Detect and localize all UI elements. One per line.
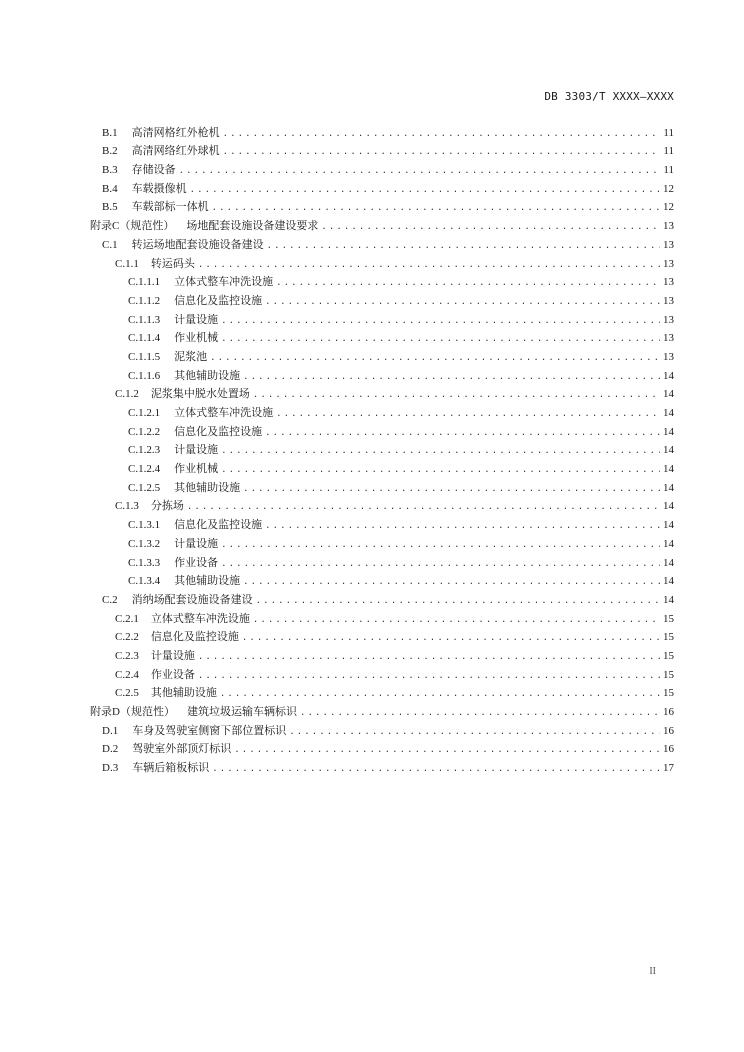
toc-entry-page: 13 [663,313,674,326]
toc-dot-leader [243,482,660,496]
toc-entry-number: C.2.5 [115,687,139,700]
toc-entry-number: B.1 [102,126,118,139]
toc-dot-leader [221,332,660,346]
toc-entry-number: C.1.2.2 [128,425,161,438]
toc-entry-page: 14 [663,369,674,382]
toc-entry-number: B.2 [102,145,118,158]
toc-entry[interactable] [90,215,674,234]
toc-entry[interactable] [90,309,674,328]
toc-entry[interactable] [90,608,674,627]
toc-dot-leader [221,444,660,458]
toc-dot-leader [321,220,660,234]
toc-entry-page: 16 [663,724,674,737]
toc-entry[interactable] [90,272,674,291]
toc-entry[interactable] [90,664,674,683]
toc-entry-title: 转运码头 [150,256,195,270]
toc-entry-title: 其他辅助设施 [174,368,241,382]
toc-entry-title: 泥浆集中脱水处置场 [150,387,250,401]
toc-entry-page: 13 [663,276,674,289]
toc-entry-title: 作业机械 [174,331,219,345]
toc-entry[interactable] [90,701,674,720]
toc-entry-title: 场地配套设施设备建设要求 [186,219,319,233]
toc-entry[interactable] [90,627,674,646]
toc-dot-leader [190,183,660,197]
toc-dot-leader [198,258,660,272]
toc-entry-page: 14 [663,463,674,476]
toc-entry-number: 附录C（规范性） [90,220,175,233]
toc-entry[interactable] [90,440,674,459]
toc-entry[interactable] [90,496,674,515]
toc-entry-number: C.1.2.1 [128,407,161,419]
toc-entry-title: 高清网络红外球机 [131,144,220,158]
toc-entry-title: 计量设施 [174,536,219,550]
toc-dot-leader [198,669,660,683]
toc-entry-page: 16 [663,706,674,718]
toc-entry-page: 14 [663,556,674,569]
toc-dot-leader [253,613,660,627]
toc-dot-leader [187,500,660,514]
toc-entry[interactable] [90,197,674,216]
toc-entry-title: 分拣场 [150,499,184,513]
toc-entry-number: C.1.1.1 [128,276,161,289]
toc-entry-title: 计量设施 [174,312,219,326]
toc-entry-page: 13 [663,220,674,233]
toc-entry-page: 16 [663,743,674,756]
toc-dot-leader [256,594,660,608]
toc-dot-leader [243,575,660,589]
toc-dot-leader [289,725,660,739]
toc-entry-page: 14 [663,537,674,550]
toc-entry[interactable] [90,141,674,160]
toc-dot-leader [220,687,660,701]
toc-entry-number: C.1.1 [115,257,139,270]
toc-entry-title: 存储设备 [131,163,176,177]
toc-entry[interactable] [90,402,674,421]
toc-entry[interactable] [90,552,674,571]
toc-entry-page: 11 [663,145,674,158]
toc-entry[interactable] [90,290,674,309]
toc-entry-title: 作业设备 [150,667,195,681]
toc-dot-leader [221,314,660,328]
toc-entry[interactable] [90,720,674,739]
toc-entry-page: 14 [663,519,674,532]
toc-entry-number: C.1.2.3 [128,444,161,457]
toc-entry-title: 转运场地配套设施设备建设 [131,237,264,251]
toc-entry[interactable] [90,122,674,141]
toc-entry[interactable] [90,533,674,552]
toc-entry-page: 14 [663,575,674,588]
toc-entry-title: 车载摄像机 [131,181,187,195]
toc-dot-leader [243,370,660,384]
toc-entry-page: 13 [663,294,674,307]
toc-entry-title: 信息化及监控设施 [174,424,263,438]
toc-entry-title: 其他辅助设施 [174,480,241,494]
toc-entry-page: 14 [663,425,674,438]
toc-entry-page: 14 [663,388,674,401]
toc-entry-title: 信息化及监控设施 [150,630,239,644]
toc-entry-number: C.1.1.2 [128,294,161,307]
toc-entry-number: B.3 [102,164,118,177]
toc-entry[interactable] [90,571,674,590]
toc-dot-leader [242,631,660,645]
toc-entry-number: C.2.1 [115,612,139,625]
toc-entry-page: 13 [663,238,674,251]
toc-dot-leader [221,463,660,477]
toc-entry[interactable] [90,253,674,272]
toc-dot-leader [276,407,660,421]
toc-entry-title: 驾驶室外部顶灯标识 [132,742,232,756]
toc-entry[interactable] [90,365,674,384]
toc-entry-page: 14 [663,407,674,419]
toc-dot-leader [223,145,661,159]
toc-entry-number: C.1.3.1 [128,519,161,532]
toc-dot-leader [198,650,660,664]
toc-dot-leader [221,538,660,552]
table-of-contents [90,122,674,776]
toc-entry-page: 15 [663,649,674,662]
toc-entry-title: 建筑垃圾运输车辆标识 [186,705,297,718]
toc-entry-title: 计量设施 [174,443,219,457]
toc-entry-title: 车辆后箱板标识 [132,761,210,775]
toc-entry-number: D.2 [102,743,119,756]
toc-entry-title: 计量设施 [150,648,195,662]
toc-entry-page: 13 [663,350,674,363]
toc-entry-title: 立体式整车冲洗设施 [174,275,274,289]
toc-entry-number: B.5 [102,201,118,214]
toc-entry-number: C.2.4 [115,668,139,681]
toc-entry-page: 15 [663,668,674,681]
toc-entry-page: 14 [663,593,674,606]
toc-entry-page: 14 [663,500,674,513]
toc-entry-number: C.1 [102,238,118,251]
toc-entry-number: B.4 [102,182,118,195]
toc-entry-title: 立体式整车冲洗设施 [150,611,250,625]
toc-dot-leader [221,557,660,571]
toc-entry-title: 车载部标一体机 [131,200,209,214]
toc-entry-title: 消纳场配套设施设备建设 [131,592,253,606]
toc-entry-number: C.1.3.4 [128,575,161,588]
toc-entry-number: C.1.3 [115,500,139,513]
toc-entry-page: 12 [663,201,674,214]
toc-entry[interactable] [90,589,674,608]
toc-entry-page: 17 [663,762,674,775]
toc-entry-title: 作业机械 [174,462,219,476]
toc-dot-leader [300,706,660,720]
toc-entry[interactable] [90,159,674,178]
toc-entry-page: 14 [663,481,674,494]
toc-entry-number: D.1 [102,724,119,737]
toc-entry[interactable] [90,421,674,440]
toc-entry-title: 泥浆池 [174,349,208,363]
toc-dot-leader [267,239,660,253]
toc-dot-leader [234,743,660,757]
toc-entry-page: 15 [663,687,674,700]
toc-entry-page: 11 [663,164,674,177]
toc-dot-leader [212,201,660,215]
toc-entry-title: 其他辅助设施 [174,574,241,588]
toc-entry-page: 12 [663,182,674,195]
toc-entry-number: C.1.1.5 [128,350,161,363]
toc-entry-number: C.1.1.3 [128,313,161,326]
document-code: DB 3303/T XXXX—XXXX [544,90,674,103]
toc-dot-leader [276,276,660,290]
toc-entry-page: 13 [663,257,674,270]
toc-entry[interactable] [90,683,674,702]
toc-entry-number: C.2.3 [115,649,139,662]
toc-entry[interactable] [90,645,674,664]
toc-entry-number: C.1.3.3 [128,556,161,569]
toc-entry-title: 信息化及监控设施 [174,293,263,307]
toc-dot-leader [265,295,660,309]
toc-entry[interactable] [90,384,674,403]
toc-entry-number: 附录D（规范性） [90,706,175,718]
toc-entry-title: 信息化及监控设施 [174,518,263,532]
toc-entry-number: C.1.3.2 [128,537,161,550]
toc-entry-title: 其他辅助设施 [150,686,217,700]
toc-entry[interactable] [90,739,674,758]
toc-entry-number: C.1.2.4 [128,463,161,476]
toc-entry[interactable] [90,328,674,347]
toc-dot-leader [212,762,660,776]
toc-dot-leader [223,127,661,141]
toc-entry-title: 立体式整车冲洗设施 [174,406,274,419]
toc-dot-leader [265,519,660,533]
toc-entry-title: 高清网格红外枪机 [131,125,220,139]
toc-entry-number: C.1.2 [115,388,139,401]
toc-entry[interactable] [90,458,674,477]
toc-entry-page: 11 [663,126,674,139]
toc-entry[interactable] [90,178,674,197]
toc-entry[interactable] [90,477,674,496]
toc-entry-number: D.3 [102,762,119,775]
page-number: II [649,966,656,977]
toc-entry-page: 14 [663,444,674,457]
toc-dot-leader [253,388,660,402]
toc-entry-page: 13 [663,332,674,345]
toc-entry-page: 15 [663,612,674,625]
toc-entry[interactable] [90,234,674,253]
toc-dot-leader [265,426,660,440]
toc-entry-page: 15 [663,631,674,644]
toc-dot-leader [210,351,660,365]
toc-entry-number: C.2.2 [115,631,139,644]
toc-entry-number: C.1.1.6 [128,369,161,382]
toc-entry[interactable] [90,514,674,533]
toc-entry-number: C.1.2.5 [128,481,161,494]
toc-dot-leader [179,164,661,178]
toc-entry-number: C.1.1.4 [128,332,161,345]
toc-entry-number: C.2 [102,593,118,606]
toc-entry[interactable] [90,757,674,776]
toc-entry-title: 车身及驾驶室侧窗下部位置标识 [132,723,287,737]
toc-entry[interactable] [90,346,674,365]
toc-entry-title: 作业设备 [174,555,219,569]
